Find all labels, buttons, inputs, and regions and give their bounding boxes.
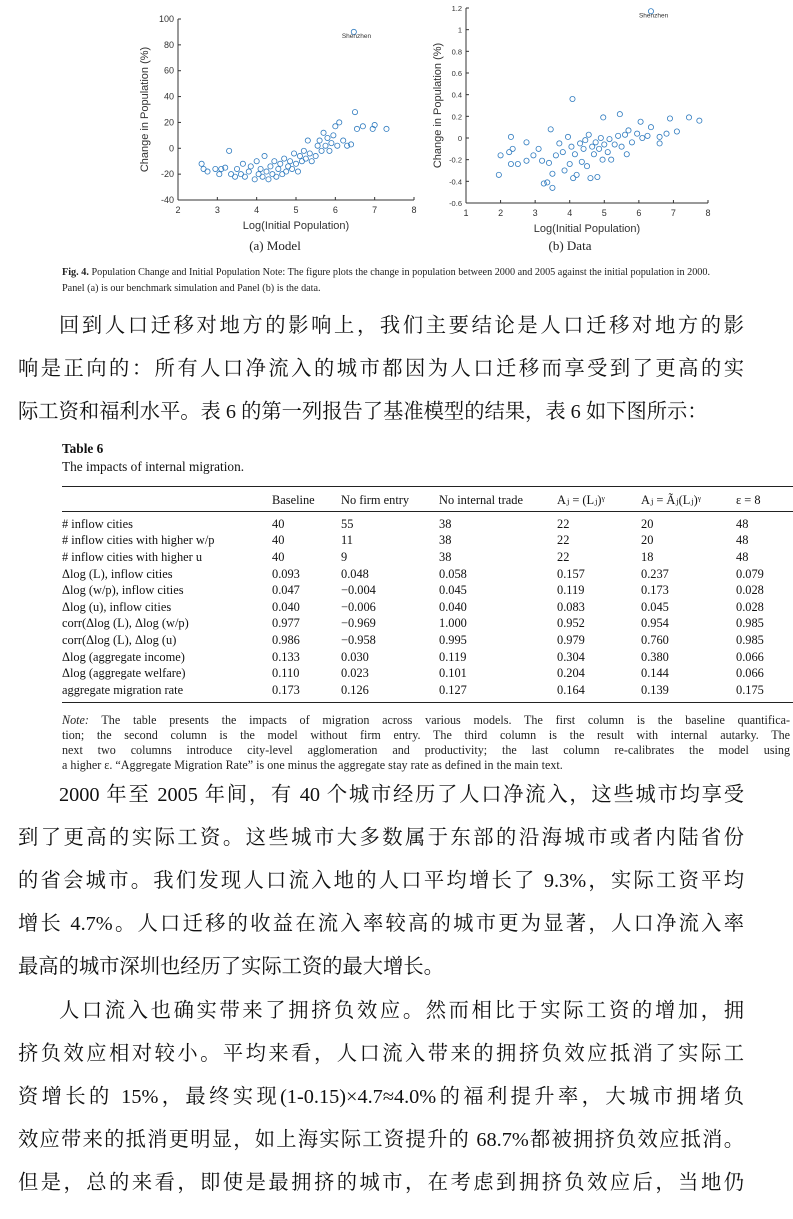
data-point: [274, 174, 279, 179]
x-tick-label: 6: [332, 205, 338, 215]
data-point: [612, 142, 617, 147]
table-cell: 38: [439, 533, 452, 548]
table-row: [62, 599, 793, 616]
data-point: [524, 158, 529, 163]
x-tick-label: 8: [411, 205, 417, 215]
table-cell: 20: [641, 516, 654, 531]
table-cell: 0.058: [439, 566, 467, 581]
data-point: [266, 177, 271, 182]
table-cell: 0.952: [557, 616, 585, 631]
y-tick-label: -0.6: [449, 199, 462, 208]
table-cell: 0.979: [557, 632, 585, 647]
data-point: [605, 149, 610, 154]
data-point: [657, 134, 662, 139]
data-point: [305, 138, 310, 143]
data-point: [645, 133, 650, 138]
y-axis-label: Change in Population (%): [139, 46, 151, 173]
data-point: [664, 131, 669, 136]
data-point: [264, 169, 269, 174]
y-tick-label: 0.2: [451, 112, 462, 122]
data-point: [213, 166, 218, 171]
table-cell: 40: [272, 533, 285, 548]
data-point: [597, 146, 602, 151]
data-point: [384, 126, 389, 131]
table-cell: 0.083: [557, 599, 585, 614]
data-point: [583, 138, 588, 143]
x-tick-label: 1: [463, 208, 469, 218]
scatter-chart-data: [425, 0, 725, 240]
table-cell: 0.119: [557, 583, 585, 598]
data-point: [616, 133, 621, 138]
data-point: [567, 161, 572, 166]
data-point: [581, 146, 586, 151]
annotation-shenzhen: Shenzhen: [341, 32, 372, 40]
data-point: [570, 96, 575, 101]
x-axis-label: Log(Initial Population): [242, 220, 350, 232]
panel-label-b: (b) Data: [548, 238, 592, 253]
x-tick-label: 7: [670, 208, 676, 218]
x-tick-label: 5: [293, 205, 299, 215]
data-point: [232, 174, 237, 179]
x-axis-label: Log(Initial Population): [533, 223, 641, 235]
paragraph-1: 回到人口迁移对地方的影响上，我们主要结论是人口迁移对地方的影 响是正向的：所有人口净流入的城市都因为人口迁移而享受到了更高的实 际工资和福利水平。表 6 的第一列报告了基准模型的结果，表 6 如下图所示：: [18, 315, 744, 423]
data-point: [295, 169, 300, 174]
data-point: [601, 115, 606, 120]
table-cell: 0.164: [557, 682, 585, 697]
y-tick-label: -0.4: [449, 177, 462, 187]
data-point: [657, 141, 662, 146]
y-tick-label: -0.2: [449, 155, 462, 165]
table-cell: 38: [439, 549, 452, 564]
table-cell: 0.985: [736, 616, 764, 631]
table-cell: 0.144: [641, 666, 669, 681]
data-point: [593, 140, 598, 145]
data-point: [240, 161, 245, 166]
data-point: [301, 148, 306, 153]
data-point: [595, 174, 600, 179]
y-tick-label: 100: [158, 14, 174, 24]
data-point: [282, 156, 287, 161]
data-point: [337, 120, 342, 125]
data-point: [352, 109, 357, 114]
row-label: aggregate migration rate: [62, 682, 184, 697]
data-point: [697, 118, 702, 123]
data-point: [686, 115, 691, 120]
data-point: [258, 166, 263, 171]
data-point: [629, 140, 634, 145]
y-tick-label: 1.2: [451, 4, 462, 13]
data-point: [288, 159, 293, 164]
data-point: [321, 130, 326, 135]
data-point: [199, 161, 204, 166]
y-tick-label: -20: [160, 169, 174, 180]
table-row: [62, 510, 793, 533]
column-header: Baseline: [272, 492, 315, 507]
y-axis-label: Change in Population (%): [432, 42, 444, 169]
data-point: [508, 134, 513, 139]
data-point: [510, 146, 515, 151]
data-point: [254, 159, 259, 164]
x-tick-label: 8: [705, 208, 711, 218]
data-point: [635, 131, 640, 136]
data-point: [588, 175, 593, 180]
data-point: [315, 143, 320, 148]
x-tick-label: 4: [567, 208, 573, 218]
data-point: [536, 146, 541, 151]
column-header: Aⱼ = Ãⱼ(Lⱼ)ᵞ: [641, 493, 702, 507]
data-point: [217, 172, 222, 177]
data-point: [507, 149, 512, 154]
table-cell: 0.047: [272, 583, 300, 598]
x-tick-label: 7: [372, 205, 378, 215]
table-cell: 0.175: [736, 682, 764, 697]
data-point: [565, 134, 570, 139]
y-tick-label: 60: [163, 65, 174, 76]
table-row: [62, 632, 793, 649]
data-point: [309, 159, 314, 164]
data-point: [289, 166, 294, 171]
row-label: Δlog (aggregate welfare): [62, 666, 186, 681]
data-point: [325, 135, 330, 140]
table-title: Table 6: [62, 441, 104, 456]
data-point: [591, 152, 596, 157]
figure-caption-line1: Fig. 4. Population Change and Initial Population Note: The figure plots the change in population between 2000 and 2005 against the initial population in 2000.: [62, 267, 711, 278]
table-cell: 40: [272, 516, 285, 531]
data-point: [276, 166, 281, 171]
table-cell: 0.986: [272, 632, 300, 647]
data-point: [317, 138, 322, 143]
data-point: [667, 116, 672, 121]
table-row: [62, 566, 793, 583]
table-cell: 0.977: [272, 616, 300, 631]
data-point: [617, 112, 622, 117]
table-cell: 0.066: [736, 666, 764, 681]
row-label: # inflow cities with higher w/p: [62, 533, 215, 548]
data-point: [638, 119, 643, 124]
table-cell: 0.030: [341, 649, 369, 664]
data-point: [577, 141, 582, 146]
y-tick-label: 1: [457, 25, 462, 35]
table-cell: 0.304: [557, 649, 585, 664]
data-point: [562, 168, 567, 173]
data-point: [541, 181, 546, 186]
table-cell: 0.157: [557, 566, 585, 581]
data-point: [626, 128, 631, 133]
data-point: [584, 164, 589, 169]
x-tick-label: 2: [498, 208, 504, 218]
figure-label: Fig. 4.: [62, 267, 89, 278]
data-point: [268, 164, 273, 169]
table-cell: 0.045: [439, 583, 467, 598]
column-header: ε = 8: [736, 492, 761, 507]
row-label: Δlog (w/p), inflow cities: [62, 583, 184, 598]
data-point: [550, 171, 555, 176]
data-point: [539, 158, 544, 163]
data-point: [319, 148, 324, 153]
column-header: No firm entry: [341, 492, 410, 507]
table-cell: 48: [736, 549, 749, 564]
column-header: No internal trade: [439, 492, 523, 507]
data-point: [607, 136, 612, 141]
table-cell: 0.133: [272, 649, 300, 664]
data-point: [571, 175, 576, 180]
table-cell: 0.066: [736, 649, 764, 664]
data-point: [674, 129, 679, 134]
paragraph-2: 2000 年至 2005 年间，有 40 个城市经历了人口净流入，这些城市均享受 到了更高的实际工资。这些城市大多数属于东部的沿海城市或者内陆省份 的省会城市。我们发现人口流入地的人口平均增长了 9.3%，实际工资平均 增长 4.7%。人口迁移的收益在流入率较高的城市更为显著，人口净流入率 最高的城市深圳也经历了实际工资的最大增长。: [18, 784, 744, 978]
table-cell: −0.006: [341, 599, 376, 614]
row-label: corr(Δlog (L), Δlog (w/p): [62, 616, 189, 631]
y-tick-label: 80: [163, 39, 174, 50]
data-point: [284, 169, 289, 174]
row-label: # inflow cities: [62, 516, 133, 531]
table-cell: 0.995: [439, 632, 467, 647]
y-tick-label: 0: [457, 134, 462, 143]
data-point: [508, 161, 513, 166]
table-row: [62, 582, 793, 599]
data-point: [354, 126, 359, 131]
table-cell: 0.126: [341, 682, 369, 697]
row-label: # inflow cities with higher u: [62, 549, 203, 564]
table-cell: 0.954: [641, 616, 669, 631]
data-point: [293, 161, 298, 166]
table-cell: −0.969: [341, 616, 376, 631]
table-cell: 48: [736, 533, 749, 548]
table-cell: 0.139: [641, 682, 669, 697]
table-cell: 0.110: [272, 666, 300, 681]
table-cell: 0.173: [272, 682, 300, 697]
data-point: [252, 177, 257, 182]
data-point: [648, 125, 653, 130]
table-cell: 0.040: [272, 599, 300, 614]
table-cell: 9: [341, 549, 348, 564]
data-point: [619, 144, 624, 149]
data-point: [303, 156, 308, 161]
table-cell: 22: [557, 533, 570, 548]
column-header: [62, 490, 272, 510]
data-point: [360, 124, 365, 129]
table-cell: 0.040: [439, 599, 467, 614]
data-point: [278, 161, 283, 166]
data-point: [600, 157, 605, 162]
y-tick-label: 0.8: [451, 47, 462, 57]
data-point: [548, 127, 553, 132]
data-point: [557, 141, 562, 146]
data-point: [335, 143, 340, 148]
data-point: [546, 160, 551, 165]
impacts-table: [62, 490, 793, 699]
data-point: [586, 132, 591, 137]
data-point: [246, 169, 251, 174]
y-tick-label: 0.6: [451, 69, 462, 78]
table-cell: 0.045: [641, 599, 669, 614]
table-cell: 20: [641, 533, 654, 548]
x-tick-label: 6: [636, 208, 642, 218]
data-point: [531, 153, 536, 158]
table-subtitle: The impacts of internal migration.: [62, 459, 245, 474]
table-cell: 11: [341, 533, 353, 548]
y-tick-label: 0.4: [451, 90, 462, 100]
data-point: [329, 141, 334, 146]
figure-caption-line2: Panel (a) is our benchmark simulation and Panel (b) is the data.: [62, 283, 321, 294]
annotation-shenzhen: Shenzhen: [638, 12, 669, 20]
data-point: [331, 133, 336, 138]
table-cell: 38: [439, 516, 452, 531]
data-point: [624, 152, 629, 157]
table-cell: 0.985: [736, 632, 764, 647]
table-cell: 0.380: [641, 649, 669, 664]
table-cell: 0.023: [341, 666, 369, 681]
table-cell: 18: [641, 549, 654, 564]
table-cell: 40: [272, 549, 285, 564]
table-cell: −0.958: [341, 632, 376, 647]
table-row: [62, 549, 793, 566]
row-label: Δlog (u), inflow cities: [62, 599, 172, 614]
data-point: [496, 172, 501, 177]
table-cell: 48: [736, 516, 749, 531]
table-cell: 1.000: [439, 616, 467, 631]
row-label: corr(Δlog (L), Δlog (u): [62, 632, 177, 647]
table-cell: 0.079: [736, 566, 764, 581]
data-point: [227, 148, 232, 153]
x-tick-label: 4: [254, 205, 260, 215]
data-point: [323, 143, 328, 148]
table-note: Note: The table presents the impacts of migration across various models. The first column is the baseline quantifica- tion; the second column is the model without firm entry. The third column is the result with internal autarky. The next two columns introduce city-level agglomeration and productivity; the last column re-calibrates the model using a higher ε. “Aggregate Migration Rate” is one minus the aggregate stay rate as defined in the main text.: [62, 713, 790, 772]
column-header: Aⱼ = (Lⱼ)ᵞ: [557, 493, 605, 507]
data-point: [569, 144, 574, 149]
table-cell: 0.127: [439, 682, 467, 697]
data-point: [297, 153, 302, 158]
table-cell: 0.028: [736, 599, 764, 614]
y-tick-label: 40: [163, 91, 174, 102]
data-point: [307, 151, 312, 156]
data-point: [242, 174, 247, 179]
table-bottom-rule: [62, 702, 793, 703]
table-cell: 0.093: [272, 566, 300, 581]
table-cell: 22: [557, 516, 570, 531]
data-point: [524, 140, 529, 145]
table-row: [62, 682, 793, 699]
data-point: [574, 172, 579, 177]
data-point: [341, 138, 346, 143]
table-cell: 0.760: [641, 632, 669, 647]
data-point: [205, 169, 210, 174]
data-point: [640, 135, 645, 140]
data-point: [262, 153, 267, 158]
y-tick-label: 0: [168, 143, 174, 154]
table-cell: 55: [341, 516, 354, 531]
table-row: [62, 616, 793, 633]
x-tick-label: 2: [175, 205, 181, 215]
x-tick-label: 5: [601, 208, 607, 218]
row-label: Δlog (L), inflow cities: [62, 566, 173, 581]
y-tick-label: -40: [160, 195, 174, 205]
data-point: [272, 159, 277, 164]
data-point: [234, 166, 239, 171]
table-cell: 0.028: [736, 583, 764, 598]
table-cell: 0.119: [439, 649, 467, 664]
table-row: [62, 649, 793, 666]
data-point: [553, 153, 558, 158]
x-tick-label: 3: [214, 205, 220, 215]
table-cell: 0.173: [641, 583, 669, 598]
x-tick-label: 3: [532, 208, 538, 218]
table-row: [62, 665, 793, 682]
table-cell: 0.048: [341, 566, 369, 581]
data-point: [291, 151, 296, 156]
table-top-rule: [62, 486, 793, 487]
table-cell: 0.204: [557, 666, 585, 681]
table-cell: 22: [557, 549, 570, 564]
data-point: [579, 159, 584, 164]
data-point: [609, 157, 614, 162]
data-point: [313, 153, 318, 158]
data-point: [560, 149, 565, 154]
y-tick-label: 20: [163, 117, 174, 128]
data-point: [260, 174, 265, 179]
paragraph-3: 人口流入也确实带来了拥挤负效应。然而相比于实际工资的增加，拥 挤负效应相对较小。平均来看，人口流入带来的拥挤负效应抵消了实际工 资增长的 15%，最终实现(1-0.15)×4.7≈4.0%的福利提升率，大城市拥堵负 效应带来的抵消更明显，如上海实际工资提升的 68.7%都被拥挤负效应抵消。 但是，总的来看，即使是最拥挤的城市，在考虑到拥挤负效应后，当地仍: [18, 1000, 744, 1194]
table-cell: 0.237: [641, 566, 669, 581]
table-row: [62, 533, 793, 550]
data-point: [598, 135, 603, 140]
data-point: [327, 148, 332, 153]
data-point: [602, 142, 607, 147]
data-point: [545, 180, 550, 185]
data-point: [550, 185, 555, 190]
table-cell: −0.004: [341, 583, 376, 598]
data-point: [515, 161, 520, 166]
row-label: Δlog (aggregate income): [62, 649, 185, 664]
data-point: [572, 152, 577, 157]
scatter-chart-model: [130, 0, 430, 240]
data-point: [248, 164, 253, 169]
panel-label-a: (a) Model: [249, 238, 301, 253]
data-point: [498, 153, 503, 158]
table-cell: 0.101: [439, 666, 467, 681]
